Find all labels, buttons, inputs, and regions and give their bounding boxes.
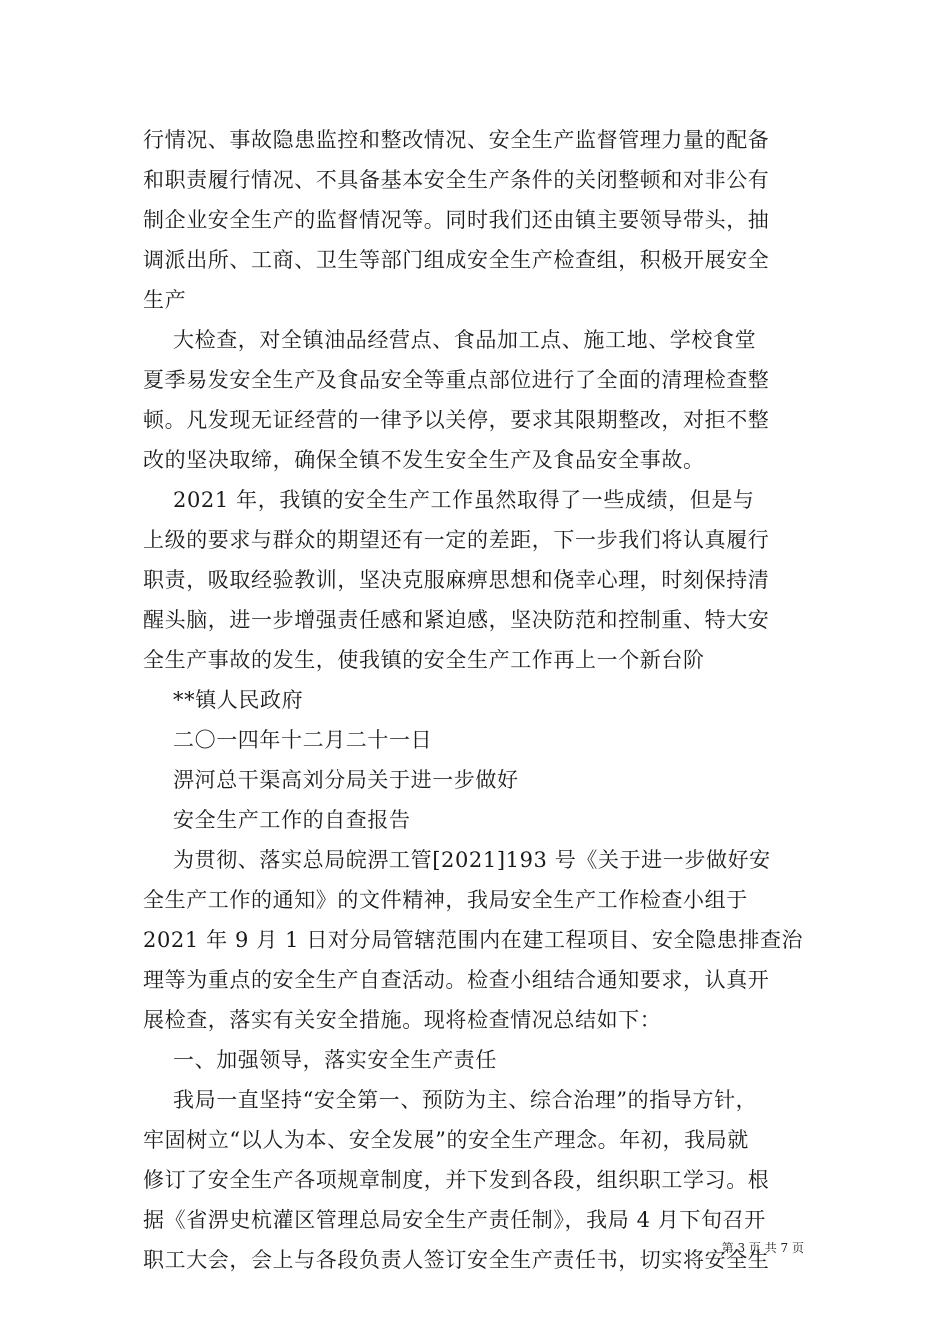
text-line: 2021 年，我镇的安全生产工作虽然取得了一些成绩，但是与 bbox=[173, 488, 755, 512]
text-line: 调派出所、工商、卫生等部门组成安全生产检查组，积极开展安全 bbox=[143, 248, 770, 272]
text-line: 大检查，对全镇油品经营点、食品加工点、施工地、学校食堂 bbox=[173, 328, 757, 352]
text-line: 牢固树立“以人为本、安全发展”的安全生产理念。年初，我局就 bbox=[143, 1128, 749, 1152]
text-line: 我局一直坚持“安全第一、预防为主、综合治理”的指导方针， bbox=[173, 1088, 758, 1112]
text-line: 顿。凡发现无证经营的一律予以关停，要求其限期整改，对拒不整 bbox=[143, 408, 770, 432]
text-line: 行情况、事故隐患监控和整改情况、安全生产监督管理力量的配备 bbox=[143, 128, 770, 152]
text-line: 全生产事故的发生，使我镇的安全生产工作再上一个新台阶 bbox=[143, 648, 705, 672]
text-line: 理等为重点的安全生产自查活动。检查小组结合通知要求，认真开 bbox=[143, 968, 770, 992]
text-line: 修订了安全生产各项规章制度，并下发到各段，组织职工学习。根 bbox=[143, 1168, 770, 1192]
text-line: 淠河总干渠高刘分局关于进一步做好 bbox=[173, 768, 519, 792]
text-line: 生产 bbox=[143, 288, 187, 312]
text-line: 和职责履行情况、不具备基本安全生产条件的关闭整顿和对非公有 bbox=[143, 168, 770, 192]
text-line: 夏季易发安全生产及食品安全等重点部位进行了全面的清理检查整 bbox=[143, 368, 770, 392]
text-line: 一、加强领导，落实安全生产责任 bbox=[173, 1048, 497, 1072]
document-body bbox=[143, 120, 818, 1280]
text-line: 职责，吸取经验教训，坚决克服麻痹思想和侥幸心理，时刻保持清 bbox=[143, 568, 770, 592]
text-line: 制企业安全生产的监督情况等。同时我们还由镇主要领导带头，抽 bbox=[143, 208, 770, 232]
text-line: 上级的要求与群众的期望还有一定的差距，下一步我们将认真履行 bbox=[143, 528, 770, 552]
text-line: 醒头脑，进一步增强责任感和紧迫感，坚决防范和控制重、特大安 bbox=[143, 608, 770, 632]
text-line: 安全生产工作的自查报告 bbox=[173, 808, 411, 832]
text-line: 据《省淠史杭灌区管理总局安全生产责任制》，我局 4 月下旬召开 bbox=[143, 1208, 766, 1232]
text-line: 展检查，落实有关安全措施。现将检查情况总结如下： bbox=[143, 1008, 662, 1032]
text-line: 改的坚决取缔，确保全镇不发生安全生产及食品安全事故。 bbox=[143, 448, 705, 472]
text-line: 全生产工作的通知》的文件精神，我局安全生产工作检查小组于 bbox=[143, 888, 748, 912]
text-line: **镇人民政府 bbox=[173, 688, 304, 712]
text-line: 为贯彻、落实总局皖淠工管[2021]193 号《关于进一步做好安 bbox=[173, 848, 771, 872]
text-line: 职工大会，会上与各段负责人签订安全生产责任书，切实将安全生 bbox=[143, 1248, 770, 1272]
page-number: 第 3 页 共 7 页 bbox=[721, 1241, 804, 1255]
text-line: 二〇一四年十二月二十一日 bbox=[173, 728, 433, 752]
text-line: 2021 年 9 月 1 日对分局管辖范围内在建工程项目、安全隐患排查治 bbox=[143, 928, 804, 952]
